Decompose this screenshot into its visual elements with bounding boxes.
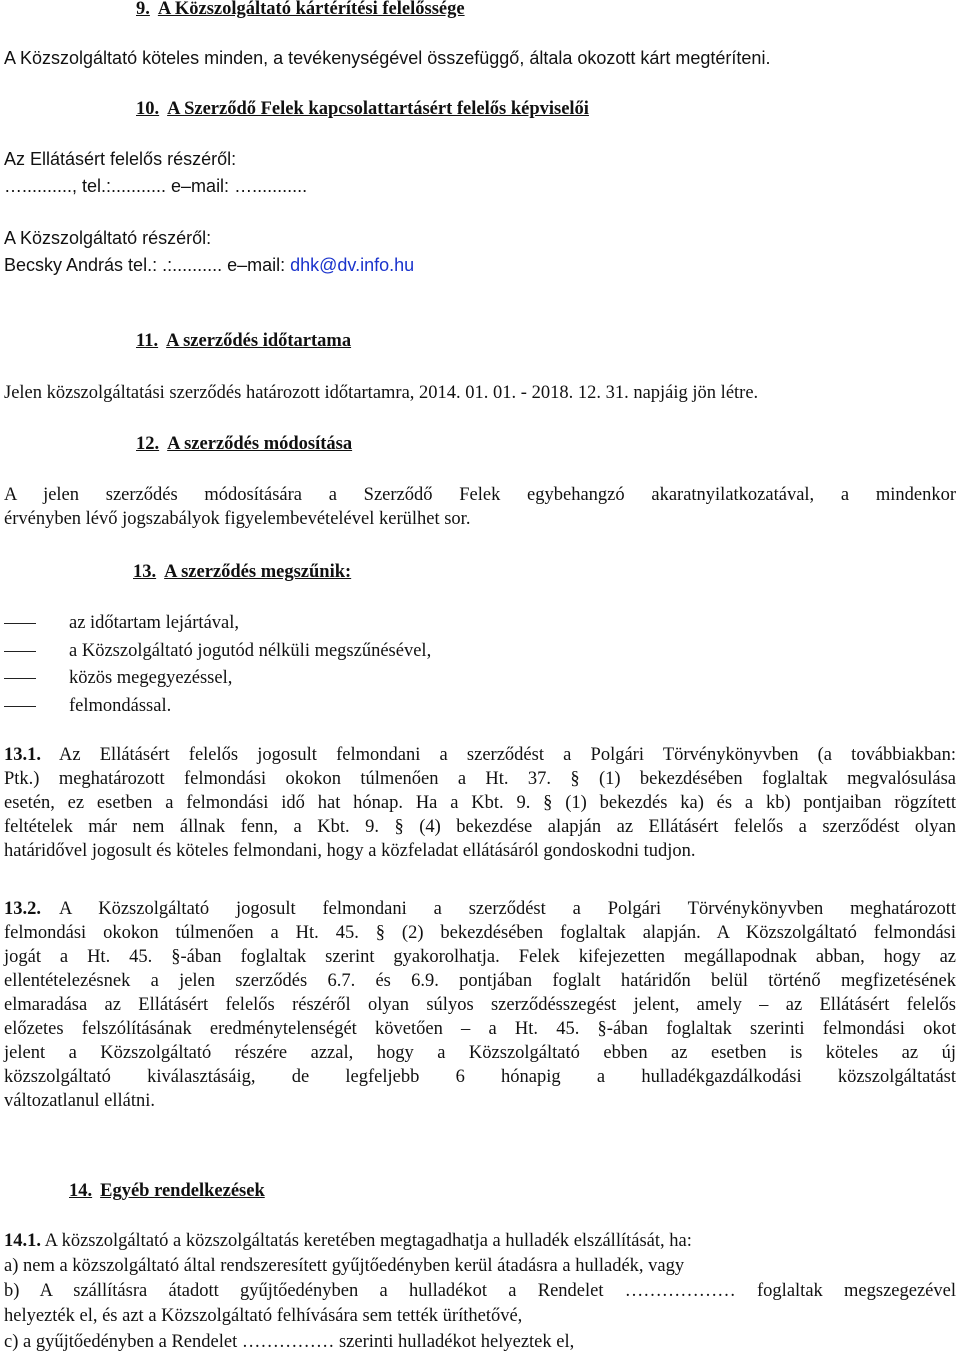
paragraph-line [4,897,956,921]
kozszolg-contact-text: Becsky András tel.: .:.......... e–mail: [4,255,291,275]
ellatas-contact: ….........., tel.:........... e–mail: …........... [4,176,308,196]
section-number: 14. [69,1181,93,1201]
email-link[interactable]: dhk@dv.info.hu [290,255,415,275]
section-12-paragraph [4,483,956,531]
section-11-text: Jelen közszolgáltatási szerződés határozott időtartamra, 2014. 01. 01. - 2018. 12. 31. napjáig jön létre. [4,383,759,403]
paragraph-line: feltételek már nem állnak fenn, a Kbt. 9. § (4) bekezdése alapján az Ellátásért felelős a szerződést olyan [4,817,956,837]
paragraph-line: esetén, ez esetben a felmondási idő hat hónap. Ha a Kbt. 9. § (1) bekezdés ka) és a kb) pontjaiban rögzített [4,793,956,813]
paragraph-line: jelent a Közszolgáltató részére azzal, hogy a Közszolgáltató ebben az esetben is köteles az új [4,1043,956,1063]
section-title: A szerződés megszűnik: [164,562,352,582]
section-11-heading [136,329,351,353]
paragraph-line: jogát a Ht. 45. §-ában foglaltak szerint gyakorolhatja. Felek kifejezetten megállapodnak abban, hogy az [4,947,956,967]
paragraph-line: határidővel jogosult és köteles felmondani, hogy a közfeladat ellátásáról gondoskodni tudjon. [4,841,696,861]
ellatas-label: Az Ellátásért felelős részéről: [4,149,237,169]
paragraph-line [4,743,956,767]
section-12-heading [136,432,352,456]
section-10-heading [136,97,589,121]
paragraph-line: felmondási okokon túlmenően a Ht. 45. § (2) bekezdésében foglaltak alapján. A Közszolgáltató felmondási [4,923,956,943]
subsection-number: 13.1. [4,745,41,765]
kozszolg-label: A Közszolgáltató részéről: [4,228,212,248]
list-item: közös megegyezéssel, [69,668,233,688]
paragraph-line: változatlanul ellátni. [4,1091,156,1111]
paragraph-line: érvényben lévő jogszabályok figyelembevételével kerülhet sor. [4,509,471,529]
paragraph-line: c) a gyűjtőedényben a Rendelet …………… szerinti hulladékot helyeztek el, [4,1332,575,1352]
section-number: 13. [133,562,157,582]
paragraph-line: A jelen szerződés módosítására a Szerződő Felek egybehangzó akaratnyilatkozatával, a mindenkor [4,485,956,505]
section-number: 9. [136,0,150,19]
section-title: A Közszolgáltató kártérítési felelőssége [157,0,465,19]
section-title: A szerződés módosítása [167,434,353,454]
section-14-heading [69,1179,265,1203]
paragraph-line: Ptk.) meghatározott felmondási okokon túlmenően a Ht. 37. § (1) bekezdésében foglaltak megvalósulása [4,769,956,789]
paragraph-line: előzetes felszólításának eredménytelenségét követően – a Ht. 45. §-ában foglaltak szerinti felmondási okot [4,1019,956,1039]
section-number: 10. [136,99,160,119]
list-bullet [4,651,36,652]
paragraph-line: közszolgáltató kiválasztásáig, de legfeljebb 6 hónapig a hulladékgazdálkodási közszolgáltatást [4,1067,956,1087]
list-bullet [4,678,36,679]
list-bullet [4,706,36,707]
list-item: az időtartam lejártával, [69,613,240,633]
paragraph-line: ellentételezésnek a jelen szerződés 6.7. és 6.9. pontjában foglalt határidőn belül történő megfizetésének [4,971,956,991]
section-9-text: A Közszolgáltató köteles minden, a tevékenységével összefüggő, általa okozott kárt megtéríteni. [4,48,771,68]
section-13-heading [133,560,351,584]
section-number: 11. [136,331,159,351]
paragraph-line-text: Az Ellátásért felelős jogosult felmondani a szerződést a Polgári Törvénykönyvben (a továbbiakban: [59,745,956,765]
section-9-heading [136,0,465,21]
list-bullet [4,623,36,624]
section-14-1-first-line [4,1229,692,1253]
subsection-number: 13.2. [4,899,41,919]
section-title: A Szerződő Felek kapcsolattartásért felelős képviselői [167,99,589,119]
section-number: 12. [136,434,160,454]
paragraph-line: elmaradása az Ellátásért felelős részéről olyan súlyos szerződésszegést jelent, amely – az Ellátásért felelős [4,995,956,1015]
section-13-1-paragraph [4,743,956,863]
paragraph-line: a) nem a közszolgáltató által rendszeresített gyűjtőedényben kerül átadásra a hulladék, vagy [4,1256,685,1276]
paragraph-line-text: A közszolgáltató a közszolgáltatás keretében megtagadhatja a hulladék elszállítását, ha: [44,1231,692,1251]
section-title: Egyéb rendelkezések [100,1181,265,1201]
paragraph-line-text: A Közszolgáltató jogosult felmondani a szerződést a Polgári Törvénykönyvben meghatározott [59,899,956,919]
subsection-number: 14.1. [4,1231,41,1251]
kozszolg-contact [4,253,414,277]
paragraph-line: helyezték el, és azt a Közszolgáltató felhívására sem tették üríthetővé, [4,1306,523,1326]
list-item: felmondással. [69,696,172,716]
list-item: a Közszolgáltató jogutód nélküli megszűnésével, [69,641,432,661]
paragraph-line: b) A szállításra átadott gyűjtőedényben a hulladékot a Rendelet ……………… foglaltak megszegezével [4,1281,956,1301]
section-title: A szerződés időtartama [166,331,352,351]
section-13-2-paragraph [4,897,956,1113]
